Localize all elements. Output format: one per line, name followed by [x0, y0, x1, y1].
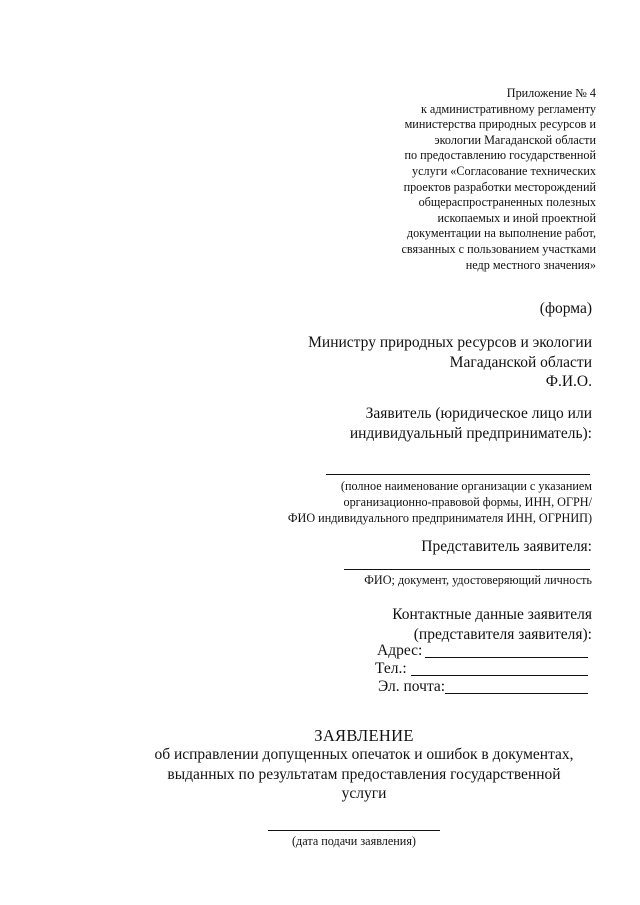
- appendix-line: общераспространенных полезных: [418, 195, 596, 210]
- phone-label: Тел.:: [375, 660, 407, 677]
- appendix-block: [366, 86, 596, 273]
- address-field[interactable]: [425, 657, 588, 658]
- org-hint-block: [288, 478, 592, 527]
- applicant-line: Заявитель (юридическое лицо или: [365, 405, 592, 422]
- appendix-line: по предоставлению государственной: [404, 148, 596, 163]
- appendix-line: недр местного значения»: [465, 257, 596, 272]
- addressee-line: Ф.И.О.: [545, 373, 592, 390]
- addressee-line: Министру природных ресурсов и экологии: [308, 334, 592, 351]
- addressee-block: [308, 333, 592, 392]
- representative-label: Представитель заявителя:: [421, 538, 592, 555]
- address-label: Адрес:: [377, 642, 423, 659]
- applicant-name-line[interactable]: [326, 474, 590, 475]
- appendix-line: связанных с пользованием участками: [401, 241, 596, 256]
- statement-subtitle: [150, 745, 578, 804]
- appendix-line: ископаемых и иной проектной: [437, 210, 596, 225]
- statement-line: выданных по результатам предоставления государственной: [167, 765, 561, 783]
- appendix-line: документации на выполнение работ,: [406, 226, 596, 241]
- contacts-line: (представителя заявителя):: [413, 626, 592, 643]
- contacts-line: Контактные данные заявителя: [392, 606, 592, 623]
- statement-line: об исправлении допущенных опечаток и ошибок в документах,: [154, 746, 574, 763]
- email-field[interactable]: [445, 693, 588, 694]
- statement-title: ЗАЯВЛЕНИЕ: [314, 726, 414, 745]
- org-hint-line: организационно-правовой формы, ИНН, ОГРН/: [343, 495, 592, 510]
- appendix-line: проектов разработки месторождений: [403, 179, 596, 194]
- date-hint: (дата подачи заявления): [292, 834, 416, 848]
- applicant-line: индивидуальный предприниматель):: [349, 425, 592, 442]
- appendix-line: Приложение № 4: [506, 86, 596, 100]
- addressee-line: Магаданской области: [449, 353, 592, 371]
- representative-hint: ФИО; документ, удостоверяющий личность: [364, 573, 592, 587]
- appendix-line: услуги «Согласование технических: [412, 163, 596, 178]
- appendix-line: министерства природных ресурсов и: [404, 117, 596, 132]
- statement-line: услуги: [341, 785, 387, 802]
- contacts-block: [392, 605, 592, 645]
- form-label: (форма): [539, 300, 592, 317]
- date-field[interactable]: [268, 830, 440, 831]
- appendix-line: экологии Магаданской области: [434, 132, 596, 147]
- org-hint-line: (полное наименование организации с указанием: [340, 479, 592, 493]
- appendix-line: к административному регламенту: [420, 101, 596, 116]
- email-label: Эл. почта:: [378, 678, 446, 695]
- representative-line[interactable]: [344, 569, 590, 570]
- org-hint-line: ФИО индивидуального предпринимателя ИНН, ОГРНИП): [287, 511, 592, 526]
- phone-field[interactable]: [411, 675, 588, 676]
- applicant-block: [350, 404, 592, 444]
